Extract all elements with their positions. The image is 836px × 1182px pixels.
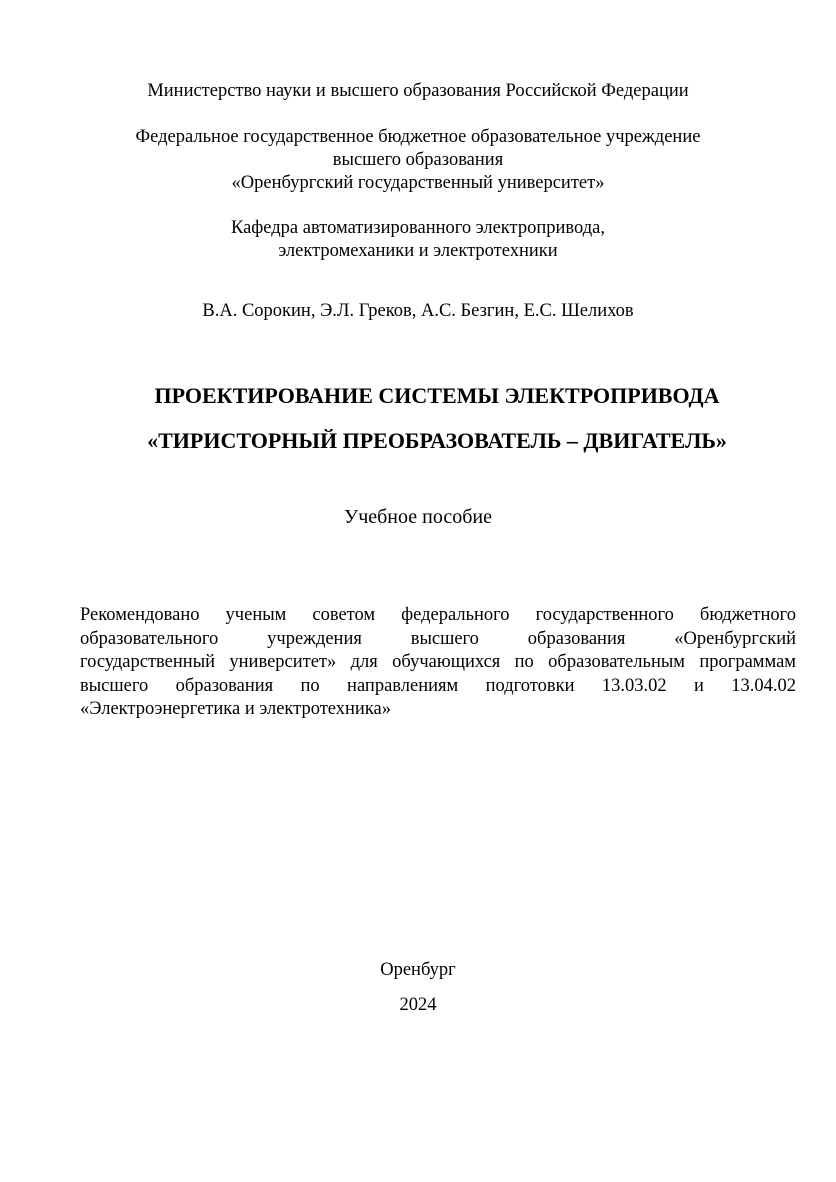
document-title-line-1: ПРОЕКТИРОВАНИЕ СИСТЕМЫ ЭЛЕКТРОПРИВОДА <box>154 383 720 408</box>
institution-name-line-3: «Оренбургский государственный университет» <box>231 173 605 193</box>
recommendation-line: государственный университет» для обучающихся по образовательным программам <box>80 652 796 672</box>
recommendation-line: Рекомендовано ученым советом федерального государственного бюджетного <box>80 605 796 625</box>
publication-year: 2024 <box>399 995 437 1015</box>
ministry-name: Министерство науки и высшего образования Российской Федерации <box>147 81 689 101</box>
recommendation-text <box>80 604 796 722</box>
publication-type: Учебное пособие <box>344 506 492 528</box>
recommendation-line: «Электроэнергетика и электротехника» <box>80 699 391 719</box>
recommendation-line: образовательного учреждения высшего образования «Оренбургский <box>80 628 796 649</box>
authors: В.А. Сорокин, Э.Л. Греков, А.С. Безгин, Е.С. Шелихов <box>202 301 634 321</box>
department-name-line-2: электромеханики и электротехники <box>278 241 558 261</box>
institution-name-line-2: высшего образования <box>332 150 504 170</box>
department-name-line-1: Кафедра автоматизированного электропривода, <box>231 218 605 238</box>
document-title-line-2: «ТИРИСТОРНЫЙ ПРЕОБРАЗОВАТЕЛЬ – ДВИГАТЕЛЬ» <box>147 428 727 453</box>
institution-name-line-1: Федеральное государственное бюджетное образовательное учреждение <box>135 127 701 147</box>
recommendation-line: высшего образования по направлениям подготовки 13.03.02 и 13.04.02 <box>80 675 796 696</box>
publication-city: Оренбург <box>380 960 456 980</box>
